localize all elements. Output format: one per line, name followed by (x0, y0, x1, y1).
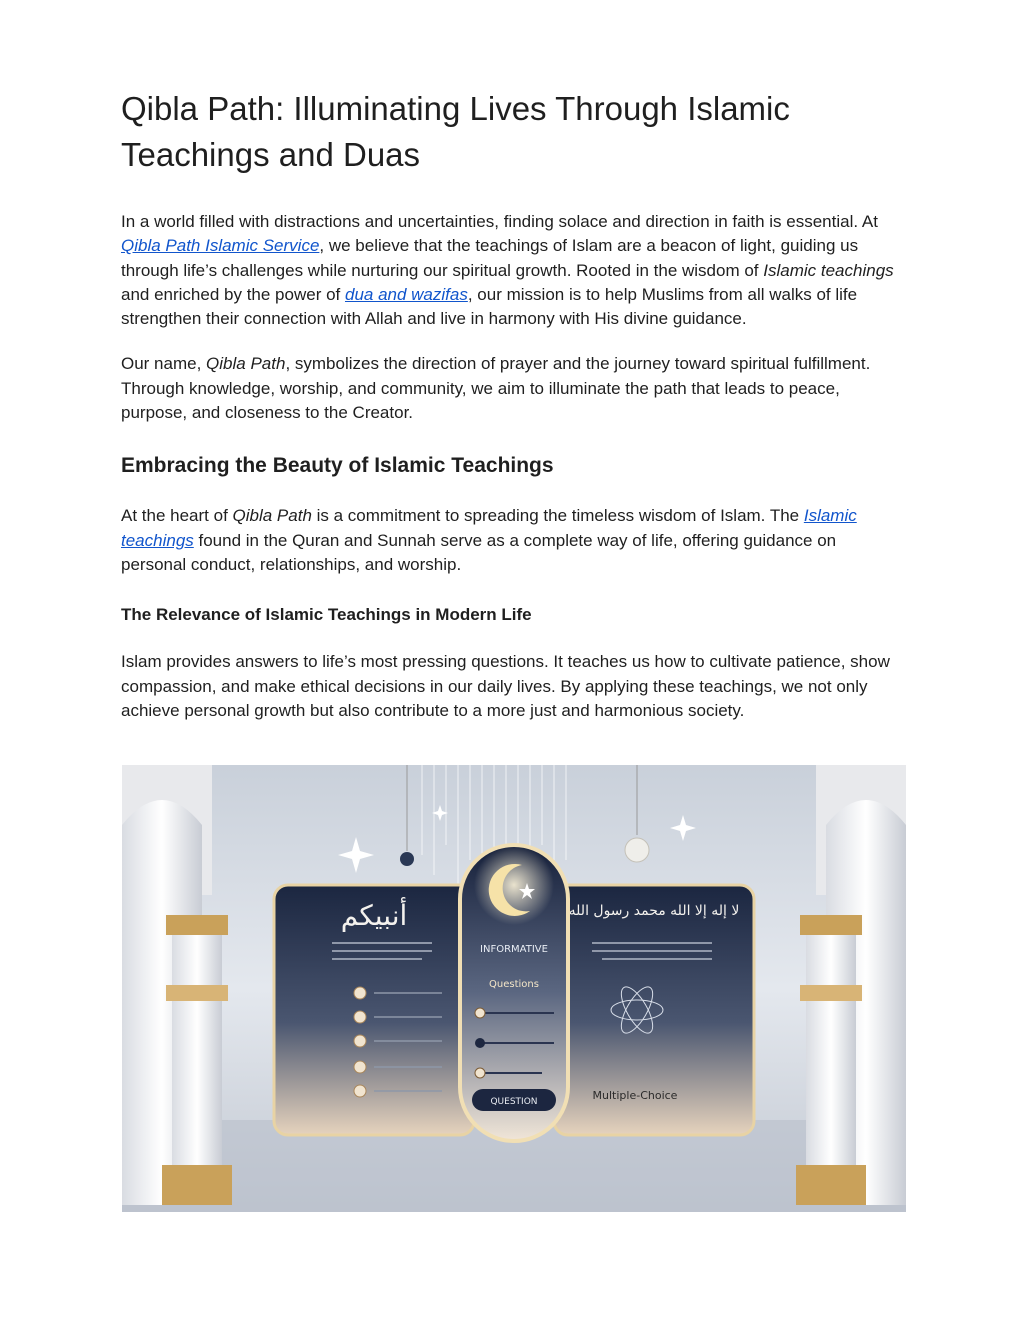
multiple-choice-label: Multiple-Choice (592, 1089, 678, 1102)
section-text-1: At the heart of (121, 506, 233, 526)
informative-label: INFORMATIVE (480, 944, 548, 955)
name-text-2: , symbolizes the direction of prayer and the journey toward spiritual fulfillment. Through knowledge, worship, and community, we aim to illuminate the path that leads to peace, purpose, and closeness to the Creator. (121, 354, 871, 423)
islamic-teachings-link[interactable]: Islamic teachings (121, 506, 857, 550)
dua-wazifas-link[interactable]: dua and wazifas (344, 284, 468, 304)
document-content (121, 86, 906, 723)
arabic-right-text: لا إله إلا الله محمد رسول الله (568, 903, 740, 919)
section-text-2: is a commitment to spreading the timeless wisdom of Islam. The (311, 506, 804, 526)
intro-text-1: In a world filled with distractions and uncertainties, finding solace and direction in faith is essential. At (121, 212, 878, 231)
name-text-1: Our name, (121, 354, 207, 374)
hero-illustration (122, 765, 906, 1212)
hanging-orb-icon (625, 838, 649, 862)
hanging-orb-icon (400, 852, 414, 866)
hero-illustration-svg (122, 765, 906, 1212)
section-paragraph (121, 504, 906, 577)
intro-text-3: and enriched by the power of (121, 284, 345, 304)
subheading: The Relevance of Islamic Teachings in Modern Life (121, 605, 532, 625)
intro-paragraph (121, 210, 906, 331)
modern-paragraph: Islam provides answers to life’s most pressing questions. It teaches us how to cultivate patience, show compassion, and make ethical decisions in our daily lives. By applying these teachings, we not only achieve personal growth but also contribute to a more just and harmonious society. (121, 652, 890, 720)
name-emphasis: Qibla Path (206, 354, 286, 374)
intro-emphasis: Islamic teachings (763, 260, 894, 280)
section-text-3: found in the Quran and Sunnah serve as a complete way of life, offering guidance on personal conduct, relationships, and worship. (121, 530, 837, 574)
section-heading: Embracing the Beauty of Islamic Teachings (121, 454, 554, 478)
intro-text-2: , we believe that the teachings of Islam are a beacon of light, guiding us through life’s challenges while nurturing our spiritual growth. Rooted in the wisdom of (121, 236, 859, 280)
page-title: Qibla Path: Illuminating Lives Through Islamic Teachings and Duas (121, 90, 790, 173)
section-emphasis: Qibla Path (232, 506, 312, 526)
qibla-path-service-link[interactable]: Qibla Path Islamic Service (121, 236, 320, 256)
name-paragraph (121, 352, 906, 425)
questions-label: Questions (489, 979, 539, 990)
question-button-label: QUESTION (490, 1097, 538, 1107)
intro-text-4: , our mission is to help Muslims from all walks of life strengthen their connection with Allah and live in harmony with His divine guidance. (121, 284, 858, 329)
arabic-left-text: أنبيكم (340, 899, 408, 932)
